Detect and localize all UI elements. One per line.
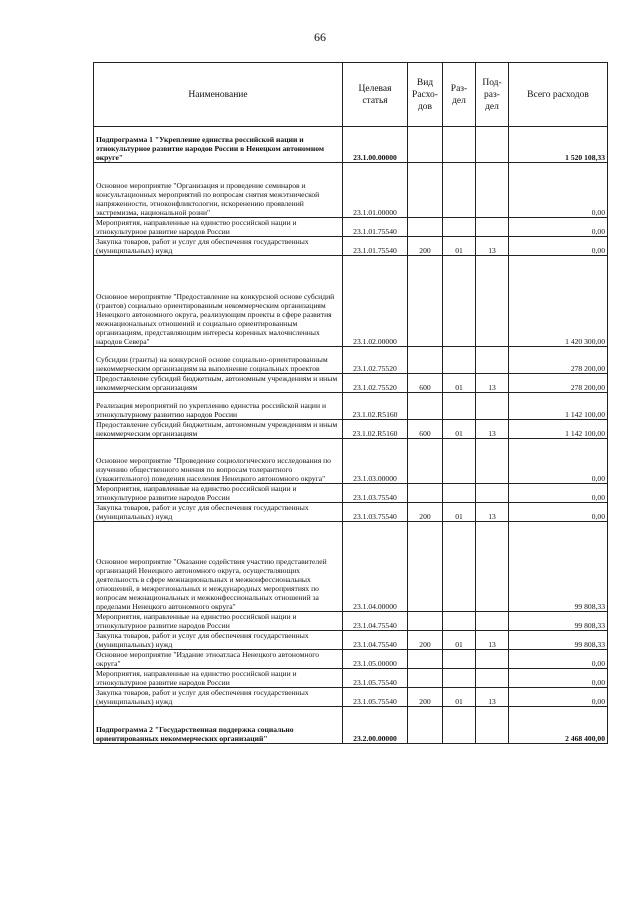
table-row: [94, 127, 608, 163]
row-expense-kind: 200: [408, 503, 443, 522]
row-name: Мероприятия, направленные на единство российской нации и этнокультурное развитие народов России: [94, 484, 343, 503]
row-target-code: 23.1.02.75520: [343, 347, 408, 374]
row-total: 99 808,33: [509, 612, 608, 631]
row-section: [443, 163, 476, 218]
row-expense-kind: 200: [408, 237, 443, 256]
row-total: 0,00: [509, 218, 608, 237]
row-name: Подпрограмма 1 "Укрепление единства российской нации и этнокультурное развитие народов России в Ненецком автономном округе": [94, 127, 343, 163]
row-target-code: 23.1.05.75540: [343, 688, 408, 707]
row-subsection: [476, 707, 509, 744]
row-expense-kind: 600: [408, 374, 443, 393]
row-section: [443, 707, 476, 744]
row-name: Основное мероприятие "Предоставление на конкурсной основе субсидий (грантов) социально ориентированным некоммерческим организациям Ненецкого автономного округа, реализующим проекты в сфере развития межнациональных отношений и социально ориентированным организациям, представляющим интересы коренных малочисленных народов Севера": [94, 256, 343, 347]
row-name: Закупка товаров, работ и услуг для обеспечения государственных (муниципальных) нужд: [94, 237, 343, 256]
row-subsection: 13: [476, 503, 509, 522]
header-kind: Вид Расхо-дов: [408, 63, 443, 127]
row-subsection: 13: [476, 374, 509, 393]
row-expense-kind: [408, 127, 443, 163]
row-expense-kind: [408, 256, 443, 347]
table-row: [94, 256, 608, 347]
header-section: Раз-дел: [443, 63, 476, 127]
header-target: Целевая статья: [343, 63, 408, 127]
row-target-code: 23.1.00.00000: [343, 127, 408, 163]
row-target-code: 23.1.04.00000: [343, 522, 408, 612]
row-expense-kind: [408, 439, 443, 484]
row-total: 99 808,33: [509, 522, 608, 612]
row-total: 2 468 400,00: [509, 707, 608, 744]
row-expense-kind: 200: [408, 631, 443, 650]
row-target-code: 23.1.03.75540: [343, 503, 408, 522]
table-row: [94, 374, 608, 393]
table-row: [94, 522, 608, 612]
row-subsection: [476, 218, 509, 237]
table-row: [94, 420, 608, 439]
table-row: [94, 393, 608, 420]
row-total: 0,00: [509, 669, 608, 688]
row-section: [443, 650, 476, 669]
row-name: Предоставление субсидий бюджетным, автономным учреждениям и иным некоммерческим организациям: [94, 420, 343, 439]
row-total: 0,00: [509, 439, 608, 484]
row-subsection: [476, 439, 509, 484]
row-total: 0,00: [509, 237, 608, 256]
row-name: Закупка товаров, работ и услуг для обеспечения государственных (муниципальных) нужд: [94, 631, 343, 650]
table-row: [94, 631, 608, 650]
row-target-code: 23.1.03.75540: [343, 484, 408, 503]
row-name: Мероприятия, направленные на единство российской нации и этнокультурное развитие народов России: [94, 669, 343, 688]
row-target-code: 23.1.02.00000: [343, 256, 408, 347]
row-name: Основное мероприятие "Оказание содействия участию представителей организаций Ненецкого автономного округа, осуществляющих деятельность в сфере межнациональных и межконфессиональных отношений, в межрегиональных и международных мероприятиях по вопросам межнациональных и межконфессиональных отношений за пределами Ненецкого автономного округа": [94, 522, 343, 612]
row-section: [443, 439, 476, 484]
expenditure-table: [93, 62, 608, 744]
row-total: 278 200,00: [509, 374, 608, 393]
row-section: [443, 522, 476, 612]
table-row: [94, 669, 608, 688]
table-row: [94, 503, 608, 522]
table-row: [94, 439, 608, 484]
row-name: Предоставление субсидий бюджетным, автономным учреждениям и иным некоммерческим организациям: [94, 374, 343, 393]
row-expense-kind: [408, 707, 443, 744]
table-row: [94, 347, 608, 374]
row-name: Основное мероприятие "Проведение социологического исследования по изучению общественного мнения по вопросам толерантного (уважительного) поведения населения Ненецкого автономного округа": [94, 439, 343, 484]
row-expense-kind: [408, 669, 443, 688]
row-subsection: [476, 484, 509, 503]
row-section: 01: [443, 688, 476, 707]
table-row: [94, 163, 608, 218]
row-section: [443, 256, 476, 347]
row-target-code: 23.1.03.00000: [343, 439, 408, 484]
row-total: 0,00: [509, 163, 608, 218]
row-subsection: 13: [476, 631, 509, 650]
table-row: [94, 650, 608, 669]
row-target-code: 23.1.02.R5160: [343, 393, 408, 420]
row-expense-kind: 200: [408, 688, 443, 707]
table-header-row: [94, 63, 608, 127]
row-expense-kind: [408, 484, 443, 503]
table-row: [94, 218, 608, 237]
table-body: [94, 127, 608, 744]
row-section: [443, 393, 476, 420]
row-expense-kind: [408, 612, 443, 631]
row-section: [443, 218, 476, 237]
table-row: [94, 612, 608, 631]
row-total: 1 142 100,00: [509, 420, 608, 439]
row-section: 01: [443, 503, 476, 522]
row-subsection: [476, 522, 509, 612]
row-name: Мероприятия, направленные на единство российской нации и этнокультурное развитие народов России: [94, 612, 343, 631]
row-name: Закупка товаров, работ и услуг для обеспечения государственных (муниципальных) нужд: [94, 503, 343, 522]
row-expense-kind: [408, 393, 443, 420]
row-expense-kind: [408, 522, 443, 612]
row-subsection: 13: [476, 237, 509, 256]
row-target-code: 23.1.01.75540: [343, 218, 408, 237]
row-target-code: 23.1.02.75520: [343, 374, 408, 393]
row-total: 0,00: [509, 503, 608, 522]
row-target-code: 23.1.05.00000: [343, 650, 408, 669]
row-total: 278 200,00: [509, 347, 608, 374]
row-expense-kind: 600: [408, 420, 443, 439]
row-subsection: [476, 127, 509, 163]
row-section: 01: [443, 420, 476, 439]
row-subsection: [476, 650, 509, 669]
header-total: Всего расходов: [509, 63, 608, 127]
row-target-code: 23.2.00.00000: [343, 707, 408, 744]
row-expense-kind: [408, 218, 443, 237]
row-section: [443, 127, 476, 163]
row-subsection: [476, 163, 509, 218]
row-section: [443, 484, 476, 503]
row-section: [443, 669, 476, 688]
row-subsection: [476, 393, 509, 420]
row-section: [443, 347, 476, 374]
row-name: Реализация мероприятий по укреплению единства российской нации и этнокультурному развитию народов России: [94, 393, 343, 420]
row-total: 0,00: [509, 688, 608, 707]
row-total: 99 808,33: [509, 631, 608, 650]
row-subsection: 13: [476, 420, 509, 439]
row-name: Закупка товаров, работ и услуг для обеспечения государственных (муниципальных) нужд: [94, 688, 343, 707]
row-target-code: 23.1.04.75540: [343, 612, 408, 631]
row-name: Основное мероприятие "Издание этноатласа Ненецкого автономного округа": [94, 650, 343, 669]
row-section: 01: [443, 237, 476, 256]
header-name: Наименование: [94, 63, 343, 127]
row-subsection: [476, 256, 509, 347]
row-subsection: [476, 669, 509, 688]
row-total: 1 142 100,00: [509, 393, 608, 420]
row-target-code: 23.1.05.75540: [343, 669, 408, 688]
row-target-code: 23.1.02.R5160: [343, 420, 408, 439]
row-total: 0,00: [509, 484, 608, 503]
row-name: Основное мероприятие "Организация и проведение семинаров и консультационных мероприятий по вопросам снятия межэтнической напряженности, этноконфликтологии, искоренению проявлений экстремизма, национальной розни": [94, 163, 343, 218]
row-subsection: [476, 347, 509, 374]
row-name: Субсидии (гранты) на конкурсной основе социально-ориентированным некоммерческим организациям на выполнение социальных проектов: [94, 347, 343, 374]
row-target-code: 23.1.01.75540: [343, 237, 408, 256]
table-row: [94, 688, 608, 707]
row-total: 0,00: [509, 650, 608, 669]
row-expense-kind: [408, 163, 443, 218]
row-total: 1 520 108,33: [509, 127, 608, 163]
row-subsection: 13: [476, 688, 509, 707]
row-section: 01: [443, 631, 476, 650]
row-expense-kind: [408, 347, 443, 374]
page-number: 66: [314, 30, 326, 44]
row-subsection: [476, 612, 509, 631]
table-row: [94, 484, 608, 503]
row-name: Мероприятия, направленные на единство российской нации и этнокультурное развитие народов России: [94, 218, 343, 237]
row-total: 1 420 300,00: [509, 256, 608, 347]
row-name: Подпрограмма 2 "Государственная поддержка социально ориентированных некоммерческих организаций": [94, 707, 343, 744]
row-target-code: 23.1.01.00000: [343, 163, 408, 218]
table-row: [94, 707, 608, 744]
row-target-code: 23.1.04.75540: [343, 631, 408, 650]
row-expense-kind: [408, 650, 443, 669]
row-section: [443, 612, 476, 631]
header-subsection: Под-раз-дел: [476, 63, 509, 127]
row-section: 01: [443, 374, 476, 393]
table-row: [94, 237, 608, 256]
